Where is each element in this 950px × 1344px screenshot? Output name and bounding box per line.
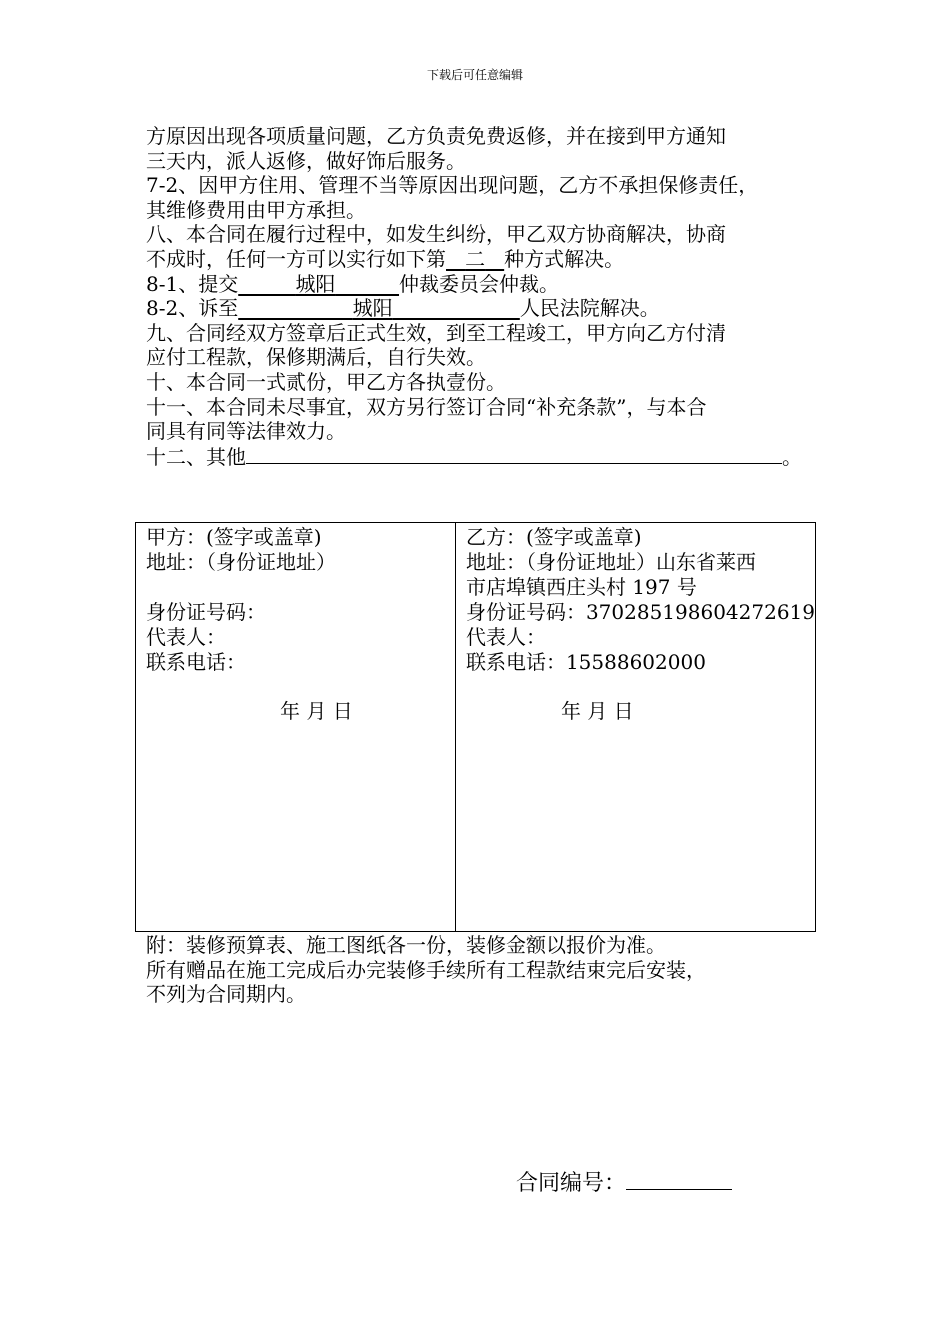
arbitration-city-value xyxy=(238,272,399,296)
page-header-note: 下载后可任意编辑 xyxy=(426,68,523,82)
body-line: 其维修费用由甲方承担。 xyxy=(146,197,366,222)
party-b-rep: 代表人： xyxy=(465,625,546,649)
appendix-line: 附：装修预算表、施工图纸各一份，装修金额以报价为准。 xyxy=(146,933,666,957)
arbitration-city-text: 城阳 xyxy=(295,271,336,296)
clause-text: 8-1、提交 xyxy=(146,271,239,296)
clause-text: 。 xyxy=(782,444,802,469)
party-b-phone: 联系电话：15588602000 xyxy=(465,650,706,674)
body-line: 方原因出现各项质量问题，乙方负责免费返修，并在接到甲方通知 xyxy=(146,124,726,148)
party-a-cell xyxy=(136,523,456,931)
body-line xyxy=(146,247,816,272)
contract-number-label: 合同编号： xyxy=(516,1171,627,1196)
party-a-title: 甲方：(签字或盖章) xyxy=(146,525,322,549)
body-line: 九、合同经双方签章后正式生效，到至工程竣工，甲方向乙方付清 xyxy=(146,320,726,345)
party-a-rep: 代表人： xyxy=(146,625,226,649)
appendix-line: 所有赠品在施工完成后办完装修手续所有工程款结束完后安装， xyxy=(146,957,706,982)
contract-body xyxy=(146,124,816,469)
body-line: 同具有同等法律效力。 xyxy=(146,419,346,444)
body-line xyxy=(146,272,816,297)
party-b-title: 乙方：(签字或盖章) xyxy=(465,525,642,549)
party-a-address: 地址：（身份证地址） xyxy=(146,550,336,574)
party-b-address-line1: 地址：（身份证地址）山东省莱西 xyxy=(465,550,756,574)
party-b-cell xyxy=(456,523,815,931)
body-line: 三天内，派人返修，做好饰后服务。 xyxy=(146,148,466,173)
body-line: 八、本合同在履行过程中，如发生纠纷，甲乙双方协商解决，协商 xyxy=(146,222,726,247)
court-city-value xyxy=(238,296,520,320)
party-a-date: 年 月 日 xyxy=(280,699,353,723)
clause-text: 人民法院解决。 xyxy=(519,296,660,321)
body-line: 7-2、因甲方住用、管理不当等原因出现问题，乙方不承担保修责任， xyxy=(146,173,759,198)
clause-text: 十二、其他 xyxy=(146,444,246,469)
court-city-text: 城阳 xyxy=(352,296,393,321)
appendix xyxy=(146,933,706,1007)
body-line: 十、本合同一式贰份，甲乙方各执壹份。 xyxy=(146,369,506,394)
body-line: 十一、本合同未尽事宜，双方另行签订合同“补充条款”，与本合 xyxy=(146,394,707,419)
appendix-line: 不列为合同期内。 xyxy=(146,982,306,1007)
body-line xyxy=(146,444,816,470)
party-b-id: 身份证号码：370285198604272619 xyxy=(465,600,815,624)
clause-text: 不成时，任何一方可以实行如下第 xyxy=(146,246,446,271)
body-line: 应付工程款，保修期满后，自行失效。 xyxy=(146,345,486,370)
clause-text: 种方式解决。 xyxy=(504,246,625,271)
clause-text: 8-2、诉至 xyxy=(146,296,239,321)
party-b-address-line2: 市店埠镇西庄头村 197 号 xyxy=(465,575,697,599)
clause-text: 仲裁委员会仲裁。 xyxy=(399,271,560,296)
resolution-method-text: 二 xyxy=(465,246,486,271)
contract-number xyxy=(516,1166,732,1197)
party-a-id: 身份证号码： xyxy=(146,600,266,624)
party-b-date: 年 月 日 xyxy=(560,699,634,723)
contract-number-blank[interactable] xyxy=(626,1169,732,1190)
signature-table xyxy=(135,522,816,932)
spacer xyxy=(146,575,455,600)
body-line xyxy=(146,296,816,321)
party-a-phone: 联系电话： xyxy=(146,650,246,674)
resolution-method-value xyxy=(446,247,504,271)
other-terms-blank[interactable] xyxy=(246,444,782,464)
